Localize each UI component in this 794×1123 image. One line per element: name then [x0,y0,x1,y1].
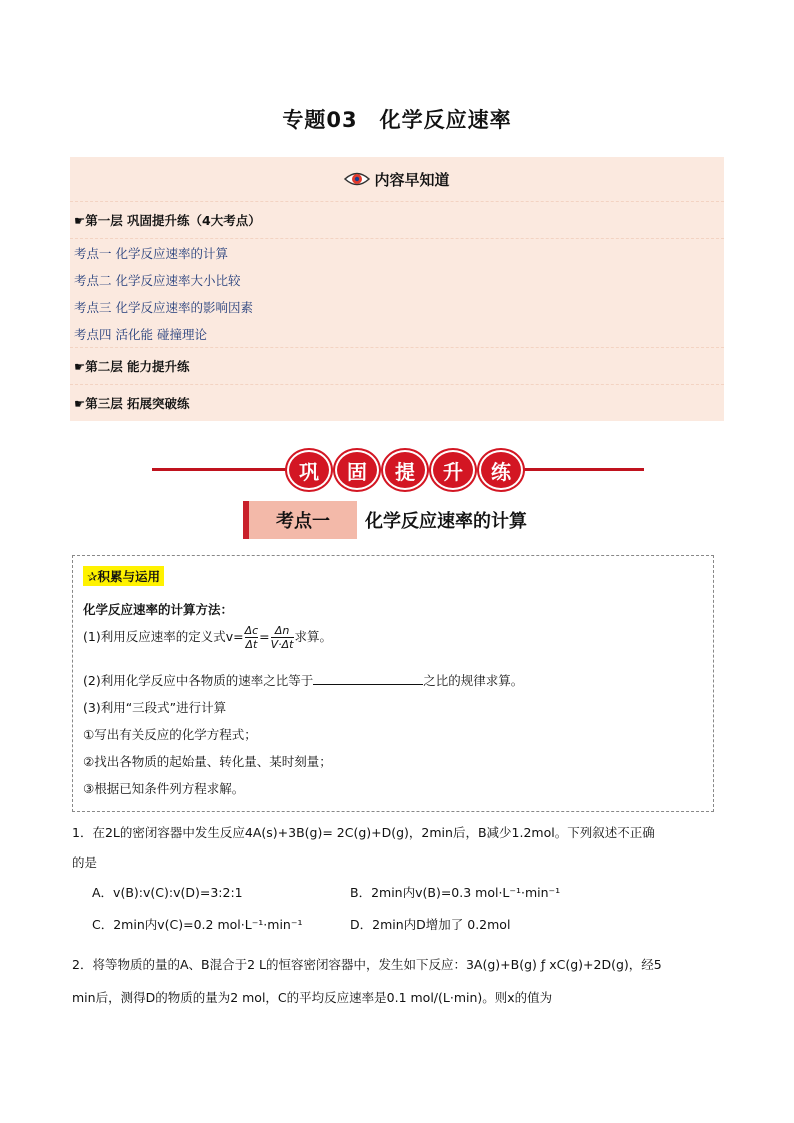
banner-char: 巩 [287,450,331,490]
knowledge-box [72,555,714,812]
section-banner [152,450,644,490]
option-b[interactable]: B．2min内v(B)=0.3 mol·L⁻¹·min⁻¹ [350,885,561,900]
contents-header-text: 内容早知道 [374,170,450,189]
fraction: $\frac{\Delta c}{\Delta t}$ [244,624,259,651]
box-line-3: (3)利用“三段式”进行计算 [83,700,227,715]
option-a[interactable]: A．v(B):v(C):v(D)=3:2:1 [92,885,243,900]
toc-level-3[interactable]: ☛第三层 拓展突破练 [74,396,190,411]
banner-line-left [152,468,287,471]
box-line-6: ③根据已知条件列方程求解。 [83,781,245,796]
toc-item-4[interactable]: 考点四 活化能 碰撞理论 [70,320,724,348]
option-c[interactable]: C．2min内v(C)=0.2 mol·L⁻¹·min⁻¹ [92,917,303,932]
toc-item-3[interactable]: 考点三 化学反应速率的影响因素 [74,299,253,315]
banner-char: 升 [431,450,475,490]
section-heading [243,500,527,540]
box-line-5: ②找出各物质的起始量、转化量、某时刻量； [83,754,332,769]
fill-blank[interactable] [313,674,423,685]
fraction: $\frac{\Delta n}{V\cdot\Delta t}$ [270,624,294,651]
banner-line-right [507,468,644,471]
box-line-1 [83,624,332,651]
highlight-label: ✰积累与运用 [83,566,164,586]
toc-level-2[interactable]: ☛第二层 能力提升练 [70,348,724,385]
contents-box [70,157,724,421]
box-line-1-end: 求算。 [294,629,333,644]
page-title: 专题03 化学反应速率 [282,108,512,132]
question-2-line-1: 2．将等物质的量的A、B混合于2 L的恒容密闭容器中，发生如下反应：3A(g)+B(g) ƒ xC(g)+2D(g)，经5 [72,957,662,972]
equals-sign: = [259,629,270,644]
banner-char: 练 [479,450,523,490]
contents-header [70,157,724,202]
banner-char: 固 [335,450,379,490]
section-title: 化学反应速率的计算 [365,511,527,532]
box-line-2 [83,671,523,689]
question-1-line-2: 的是 [72,855,98,870]
toc-level-1[interactable]: ☛第一层 巩固提升练（4大考点） [70,202,724,239]
box-heading: 化学反应速率的计算方法： [83,602,234,617]
box-line-1-text: (1)利用反应速率的定义式v= [83,629,244,644]
box-line-2-text: (2)利用化学反应中各物质的速率之比等于 [83,673,314,688]
box-line-4: ①写出有关反应的化学方程式； [83,727,257,742]
question-2-line-2: min后，测得D的物质的量为2 mol，C的平均反应速率是0.1 mol/(L·min)。则x的值为 [72,990,553,1005]
banner-char: 提 [383,450,427,490]
box-line-2-end: 之比的规律求算。 [423,673,524,688]
toc-item-1[interactable]: 考点一 化学反应速率的计算 [74,245,228,261]
eye-icon [344,171,370,187]
section-tag: 考点一 [243,501,357,539]
toc-item-2[interactable]: 考点二 化学反应速率大小比较 [74,272,241,288]
question-1-line-1: 1．在2L的密闭容器中发生反应4A(s)+3B(g)= 2C(g)+D(g)，2min后，B减少1.2mol。下列叙述不正确 [72,825,655,840]
option-d[interactable]: D．2min内D增加了 0.2mol [350,917,511,932]
